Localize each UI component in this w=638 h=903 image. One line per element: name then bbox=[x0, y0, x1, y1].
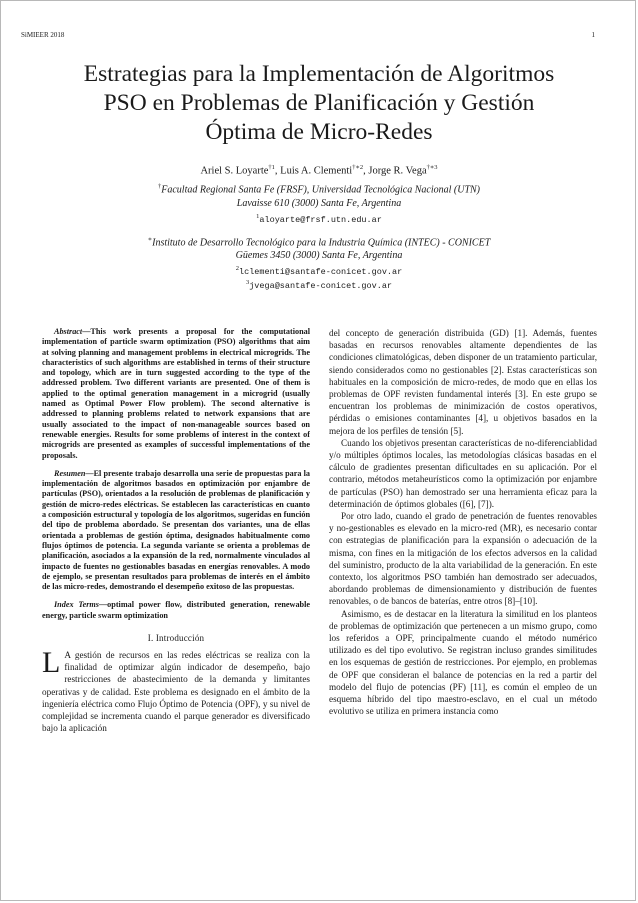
email-line: $^3$jvega@santafe-conicet.gov.ar bbox=[245, 279, 393, 291]
title-line: PSO en Problemas de Planificación y Gestión bbox=[103, 90, 535, 116]
title-line: Estrategias para la Implementación de Algoritmos bbox=[83, 61, 555, 87]
page-number: 1 bbox=[591, 31, 595, 39]
running-header: SiMIEER 2018 bbox=[21, 31, 65, 39]
affiliation-line: Lavaisse 610 (3000) Santa Fe, Argentina bbox=[236, 198, 402, 209]
section-heading: I. Introducción bbox=[147, 633, 205, 644]
body-paragraph: del concepto de generación distribuida (GD) [1]. Además, fuentes basadas en recursos renovables altamente dependientes de las condiciones climatológicas, deben disponer de un tratamiento particular, siendo considerados como no gestionables [2]. Estas características son habituales en la composición de micro-redes, de modo que en ellas los problemas de OPF revisten fundamental interés [3]. En este grupo se encuentran los problemas de minimización de costos operativos, pérdidas o emisiones contaminantes [4], u objetivos basados en la mejora de los perfiles de tensión [5]. bbox=[329, 328, 597, 436]
author-name: Ariel S. Loyarte bbox=[200, 165, 269, 177]
email-line: $^2$lclementi@santafe-conicet.gov.ar bbox=[235, 265, 403, 277]
email-mark: 1 bbox=[256, 213, 260, 220]
body-paragraph: L A gestión de recursos en las redes eléctricas se realiza con la finalidad de optimizar algún indicador de desempeño, bajo restricciones de abastecimiento de la demanda y limitantes operativas y de calidad. Este problema es designado en el ámbito de la ingeniería eléctrica como Flujo Óptimo de Potencia (OPF), y su nivel de complejidad se incrementa cuando el parque generador es diversificado bajo la aplicación bbox=[42, 646, 310, 734]
affiliation-line: †Facultad Regional Santa Fe (FRSF), Universidad Tecnológica Nacional (UTN) bbox=[158, 183, 480, 196]
author-mark: †∗2 bbox=[352, 164, 364, 171]
body-paragraph: Cuando los objetivos presentan características de no-diferenciablidad y/o múltiples óptimos locales, las metodologías clásicas basadas en el cálculo de gradientes presentan dificultades en su aplicación. Por el contrario, métodos metaheurísticos como la optimización por enjambre de partículas (PSO) han demostrado ser una herramienta eficaz para la determinación de óptimos globales ([6], [7]). bbox=[329, 437, 597, 509]
author-name: Luis A. Clementi bbox=[280, 165, 353, 177]
email-line: $^1$aloyarte@frsf.utn.edu.ar bbox=[256, 213, 382, 225]
email-mark: 3 bbox=[245, 279, 250, 286]
paper-title bbox=[21, 60, 617, 147]
author-list: Ariel S. Loyarte$^{\dagger 1}$, Luis A. Clementi$^{\dagger∗2}$, Jorge R. Vega$^{\dagger∗3}$ bbox=[200, 164, 438, 177]
abstract-paragraph: Abstract—This work presents a proposal for the computational implementation of particle swarm optimization (PSO) algorithms that aim at solving planning and management problems in electrical microgrids. The characteristics of such algorithms are established in terms of their structure and topology, which are in turn suggested according to the type of the addressed problem. Two different variants are presented. One of them is applied to the optimal generation management in a microgrid (usually named as Optimal Power Flow problem). The second alternative is addressed to planning problems related to network expansions that are usually associated to the impact of non-manageable sources based on renewable energies. Results for some problems of interest in the context of microgrids are presented as examples of successful implementations of the proposals. bbox=[42, 327, 310, 460]
affiliation-line: Güemes 3450 (3000) Santa Fe, Argentina bbox=[235, 250, 403, 261]
body-paragraph: Por otro lado, cuando el grado de penetración de fuentes renovables y no-gestionables es elevado en la micro-red (MR), es necesario contar con estrategias de planificación para la expansión o adecuación de la misma, con fines en la mitigación de los efectos adversos en la calidad del suministro, producto de la alta variabilidad de la generación. En este contexto, los algoritmos PSO también han demostrado ser adecuados, abordando problemas de dimensionamiento y distribución de fuentes renovables, o de bancos de baterías, entre otros [8]–[10]. bbox=[329, 511, 597, 607]
title-line: Óptima de Micro-Redes bbox=[205, 119, 433, 145]
affiliation-mark: ∗ bbox=[147, 236, 153, 243]
author-mark: †∗3 bbox=[426, 164, 438, 171]
right-column bbox=[329, 327, 597, 807]
author-name: Jorge R. Vega bbox=[368, 165, 427, 177]
left-column bbox=[42, 327, 310, 807]
affiliation-mark: † bbox=[158, 183, 162, 190]
resumen-paragraph: Resumen—El presente trabajo desarrolla una serie de propuestas para la implementación de algoritmos basados en optimización por enjambre de partículas (PSO), orientados a la resolución de problemas de planificación y gestión de micro-redes eléctricas. Se establecen las características en cuanto a composición estructural y topología de los algoritmos, sugeridas en función del tipo de problema abordado. Se presentan dos variantes, una de ellas orientada a problemas de gestión óptima, designados habitualmente como flujos óptimos de potencia. La segunda variante se orienta a problemas de planificación, asociados a la expansión de la red, normalmente vinculados al impacto de fuentes no gestionables basadas en energías renovables. A modo de ejemplo, se presentan resultados para problemas de interés en el ámbito de las micro-redes, demostrando el desempeño exitoso de las propuestas. bbox=[42, 468, 310, 592]
affiliation-line: ∗Instituto de Desarrollo Tecnológico para la Industria Química (INTEC) - CONICET bbox=[147, 236, 491, 249]
index-terms: Index Terms—optimal power flow, distributed generation, renewable energy, particle swarm optimization bbox=[42, 600, 310, 620]
body-paragraph: Asimismo, es de destacar en la literatura la similitud en los planteos de problemas de optimización que pertenecen a un mismo grupo, como los referidos a OPF, principalmente cuando el método numérico utilizado es del tipo evolutivo. Se registran incluso grandes similitudes en los esquemas de gestión de restricciones. Por ejemplo, en problemas de OPF que consideran el balance de potencias en la red a partir del modelo del flujo de potencias (PF) [11], es común el empleo de un esquema híbrido del tipo maestro-esclavo, en el cual un método evolutivo se utiliza en primera instancia como bbox=[329, 608, 597, 717]
email-mark: 2 bbox=[235, 265, 239, 272]
drop-cap: L bbox=[42, 646, 61, 680]
author-mark: †1 bbox=[268, 164, 275, 171]
